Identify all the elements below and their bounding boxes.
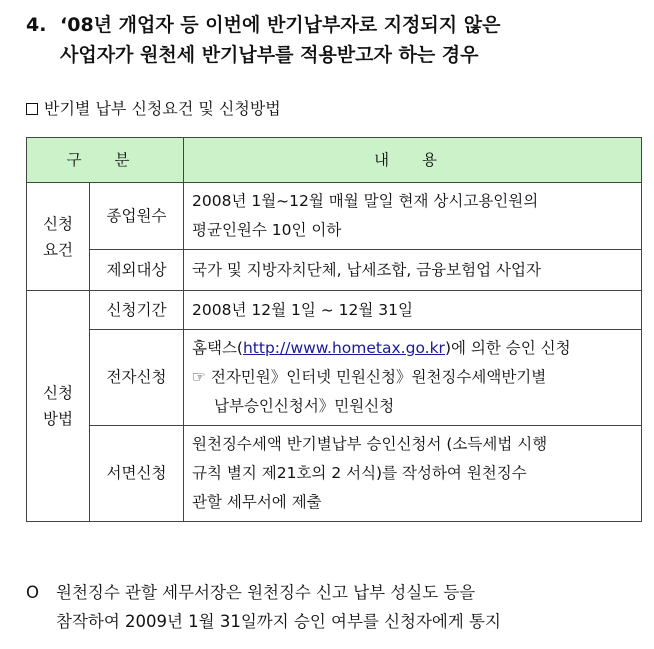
footer-note [26,578,641,636]
heading-text-1: ‘08년 개업자 등 이번에 반기납부자로 지정되지 않은 [60,14,501,36]
content-employees [184,183,642,250]
content-line: 관할 세무서에 제출 [192,493,322,511]
subheading [26,98,281,120]
bullet-icon: O [26,583,39,602]
table-row [27,250,642,291]
footer-line-1 [26,578,641,607]
group-label-line: 신청 [43,384,73,402]
footer-text-1: 원천징수 관할 세무서장은 원천징수 신고 납부 성실도 등을 [56,583,476,602]
hometax-suffix: )에 의한 승인 신청 [444,339,571,357]
content-line: 평균인원수 10인 이하 [192,221,342,239]
content-period: 2008년 12월 1일 ~ 12월 31일 [184,291,642,330]
group-method [27,291,90,522]
header-content: 내 용 [184,138,642,183]
heading-number: 4. [26,14,47,36]
table-header-row [27,138,642,183]
content-line: 규칙 별지 제21호의 2 서식)를 작성하여 원천징수 [192,464,527,482]
hometax-link[interactable]: http://www.hometax.go.kr [242,339,445,357]
content-line [192,363,633,392]
content-line: 납부승인신청서》민원신청 [214,397,395,415]
sub-excluded: 제외대상 [90,250,184,291]
section-heading [26,10,636,70]
content-line: 원천징수세액 반기별납부 승인신청서 (소득세법 시행 [192,435,548,453]
content-line [192,334,633,363]
sub-employees: 종업원수 [90,183,184,250]
application-table [26,137,642,522]
table-row [27,426,642,522]
hometax-prefix: 홈택스( [192,339,243,357]
header-category: 구 분 [27,138,184,183]
sub-paper: 서면신청 [90,426,184,522]
content-excluded: 국가 및 지방자치단체, 납세조합, 금융보험업 사업자 [184,250,642,291]
group-label-line: 방법 [43,410,73,428]
content-line: 2008년 1월~12월 매월 말일 현재 상시고용인원의 [192,192,539,210]
menu-path: 전자민원》인터넷 민원신청》원천징수세액반기별 [210,368,547,386]
subheading-text: 반기별 납부 신청요건 및 신청방법 [44,99,281,118]
group-label-line: 신청 [43,214,73,233]
footer-line-2: 참작하여 2009년 1월 31일까지 승인 여부를 신청자에게 통지 [56,612,501,631]
heading-line-2: 사업자가 원천세 반기납부를 적용받고자 하는 경우 [60,44,479,66]
pointing-hand-icon: ☞ [192,368,206,386]
table-row [27,291,642,330]
sub-period: 신청기간 [90,291,184,330]
content-paper [184,426,642,522]
table-row [27,183,642,250]
empty-checkbox-icon [26,103,38,115]
sub-electronic: 전자신청 [90,330,184,426]
table-row [27,330,642,426]
group-label-line: 요건 [43,240,73,259]
content-electronic [184,330,642,426]
heading-line-1 [26,10,636,40]
group-requirements [27,183,90,291]
